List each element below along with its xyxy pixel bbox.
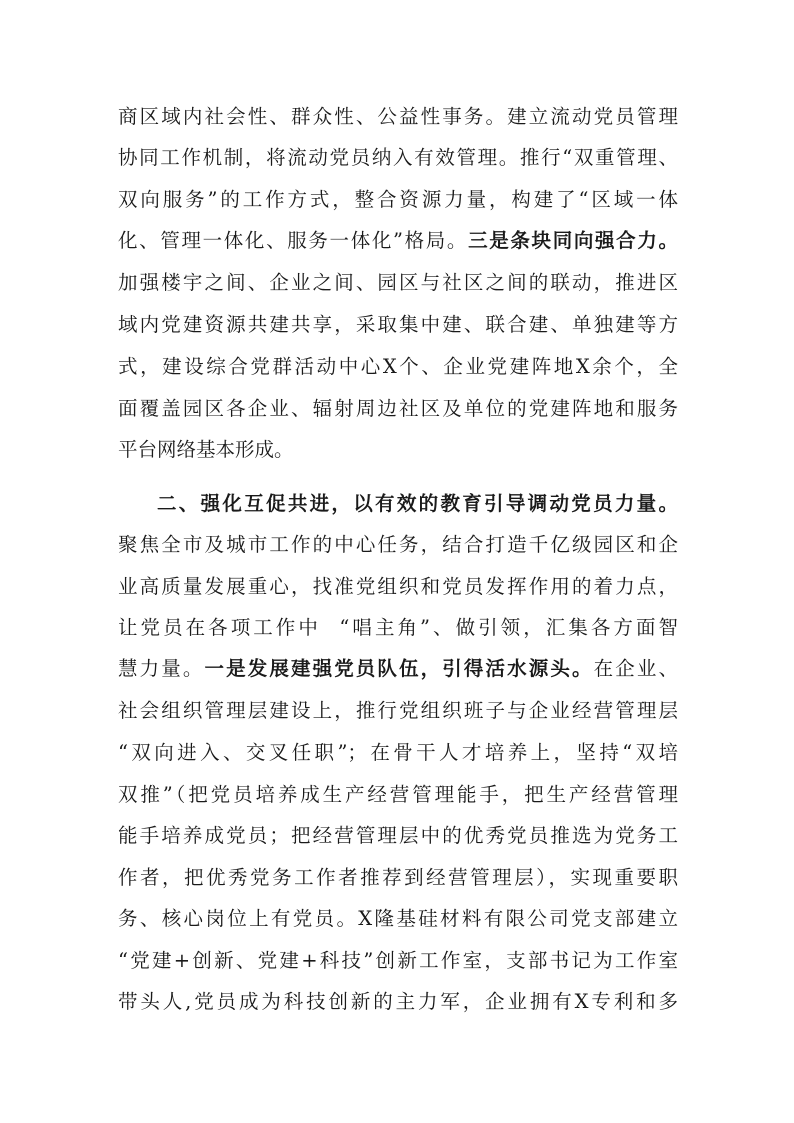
text-line [118, 691, 678, 731]
text-run: 业高质量发展重心，找准党组织和党员发挥作用的着力点， [118, 575, 678, 598]
text-line [118, 389, 678, 429]
text-line [118, 263, 678, 303]
text-run: “双向进入、交叉任职”；在骨干人才培养上，坚持“双培 [118, 741, 678, 764]
text-run: 协同工作机制，将流动党员纳入有效管理。推行“双重管理、 [118, 146, 678, 169]
heading-text: 二、强化互促共进，以有效的教育引导调动党员力量。 [157, 492, 678, 515]
text-run: “党建+创新、党建+科技”创新工作室，支部书记为工作室 [118, 949, 678, 972]
text-line [118, 899, 678, 939]
text-run: 商区域内社会性、群众性、公益性事务。建立流动党员管理 [118, 105, 678, 128]
text-run: 式，建设综合党群活动中心X个、企业党建阵地X余个，全 [118, 355, 678, 378]
text-line [118, 567, 678, 607]
text-run: 域内党建资源共建共享，采取集中建、联合建、单独建等方 [118, 313, 678, 336]
text-line [118, 858, 678, 898]
text-line [118, 97, 678, 137]
text-line [118, 347, 678, 387]
text-line [118, 138, 678, 178]
text-run: 在企业、 [593, 657, 678, 680]
text-line [118, 941, 678, 981]
text-line [118, 775, 678, 815]
text-run: 带头人,党员成为科技创新的主力军，企业拥有X专利和多 [118, 990, 678, 1013]
text-run: 能手培养成党员；把经营管理层中的优秀党员推选为党务工 [118, 824, 678, 847]
text-line [118, 982, 678, 1022]
text-line [118, 180, 678, 220]
text-line [118, 733, 678, 773]
text-run: 加强楼宇之间、企业之间、园区与社区之间的联动，推进区 [118, 271, 678, 294]
text-line-paragraph-end [118, 430, 678, 470]
text-line [118, 305, 678, 345]
text-run: 社会组织管理层建设上，推行党组织班子与企业经营管理层 [118, 699, 678, 722]
text-line [118, 816, 678, 856]
text-line [118, 649, 678, 689]
text-run: 务、核心岗位上有党员。X隆基硅材料有限公司党支部建立 [118, 907, 678, 930]
text-run: 化、管理一体化、服务一体化”格局。 [118, 229, 469, 252]
text-run: 双推”（把党员培养成生产经营管理能手，把生产经营管理 [118, 783, 678, 806]
text-line [118, 221, 678, 261]
section-heading [157, 484, 678, 524]
text-line [118, 608, 678, 648]
text-line [118, 525, 678, 565]
text-run: 聚焦全市及城市工作的中心任务，结合打造千亿级园区和企 [118, 533, 678, 556]
text-run: 作者，把优秀党务工作者推荐到经营管理层），实现重要职 [118, 866, 678, 889]
text-run: 慧力量。 [118, 657, 205, 680]
bold-text-run: 一是发展建强党员队伍，引得活水源头。 [204, 657, 594, 680]
bold-text-run: 三是条块同向强合力。 [468, 229, 678, 252]
text-run: 平台网络基本形成。 [118, 438, 294, 461]
text-run: 双向服务”的工作方式，整合资源力量，构建了“区域一体 [118, 188, 678, 211]
text-run: 让党员在各项工作中 “唱主角”、做引领，汇集各方面智 [118, 616, 678, 639]
text-run: 面覆盖园区各企业、辐射周边社区及单位的党建阵地和服务 [118, 397, 678, 420]
